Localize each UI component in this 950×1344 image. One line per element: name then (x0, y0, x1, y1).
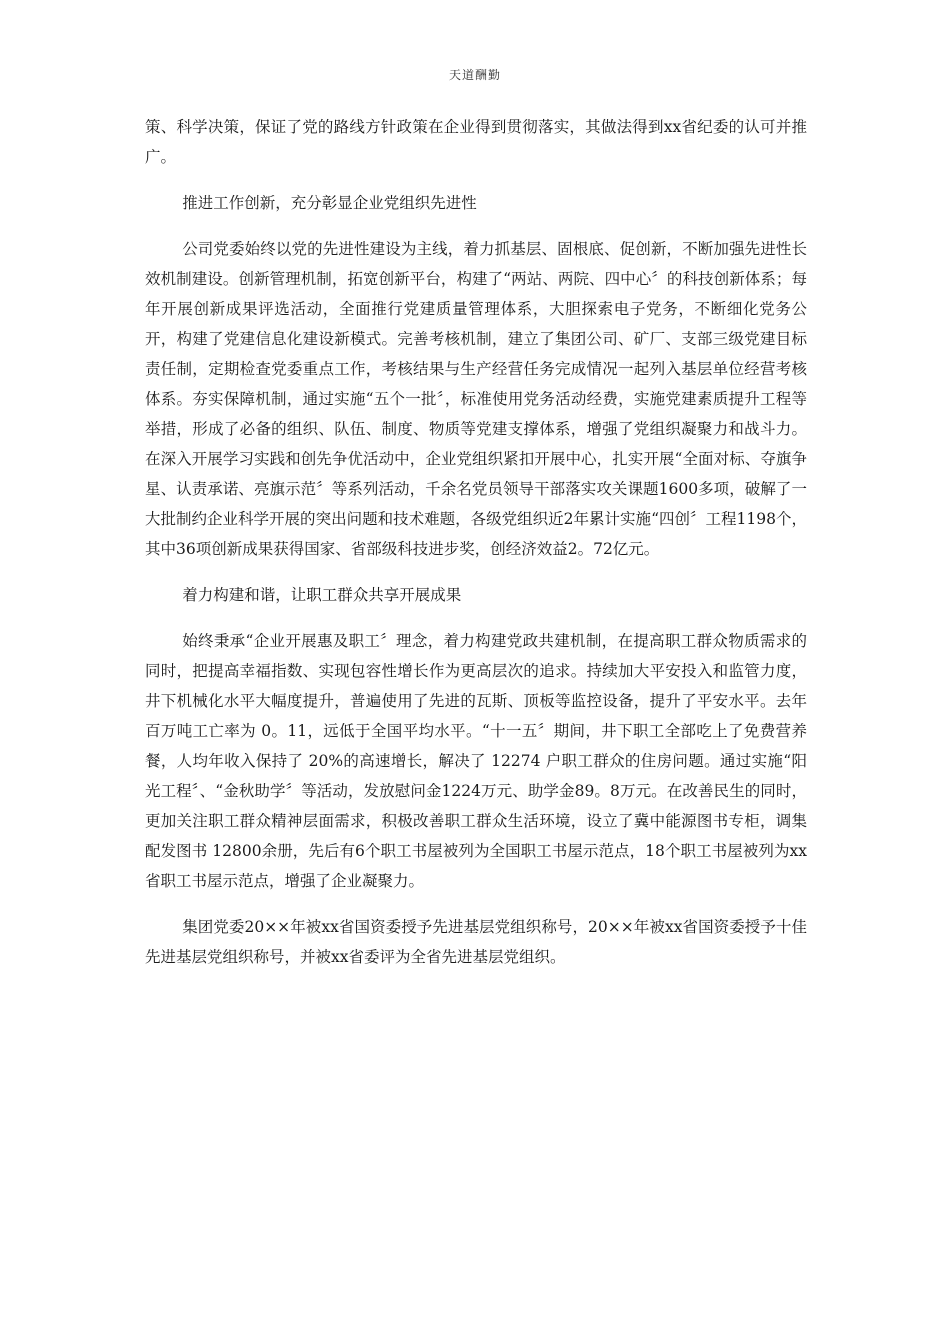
document-body (145, 112, 807, 972)
section-heading-innovation: 推进工作创新，充分彰显企业党组织先进性 (182, 194, 477, 212)
page-header: 天道酬勤 (448, 68, 501, 82)
section-body-harmony: 始终秉承“企业开展惠及职工〞理念，着力构建党政共建机制，在提高职工群众物质需求的同时，把提高幸福指数、实现包容性增长作为更高层次的追求。持续加大平安投入和监管力度，井下机械化水平大幅度提升，普遍使用了先进的瓦斯、顶板等监控设备，提升了平安水平。去年百万吨工亡率为 0。11，远低于全国平均水平。“十一五〞期间，井下职工全部吃上了免费营养餐，人均年收入保持了 20%的高速增长，解决了 12274 户职工群众的住房问题。通过实施“阳光工程〞、“金秋助学〞等活动，发放慰问金1224万元、助学金89。8万元。在改善民生的同时，更加关注职工群众精神层面需求，积极改善职工群众生活环境，设立了冀中能源图书专柜，调集配发图书 12800余册，先后有6个职工书屋被列为全国职工书屋示范点，18个职工书屋被列为xx省职工书屋示范点，增强了企业凝聚力。 (145, 632, 807, 890)
intro-continuation-paragraph: 策、科学决策，保证了党的路线方针政策在企业得到贯彻落实，其做法得到xx省纪委的认可并推广。 (145, 118, 807, 166)
section-heading-harmony: 着力构建和谐，让职工群众共享开展成果 (182, 586, 462, 604)
closing-paragraph: 集团党委20××年被xx省国资委授予先进基层党组织称号，20××年被xx省国资委授予十佳先进基层党组织称号，并被xx省委评为全省先进基层党组织。 (145, 918, 807, 966)
section-body-innovation: 公司党委始终以党的先进性建设为主线，着力抓基层、固根底、促创新，不断加强先进性长效机制建设。创新管理机制，拓宽创新平台，构建了“两站、两院、四中心〞的科技创新体系；每年开展创新成果评选活动，全面推行党建质量管理体系，大胆探索电子党务，不断细化党务公开，构建了党建信息化建设新模式。完善考核机制，建立了集团公司、矿厂、支部三级党建目标责任制，定期检查党委重点工作，考核结果与生产经营任务完成情况一起列入基层单位经营考核体系。夯实保障机制，通过实施“五个一批〞，标准使用党务活动经费，实施党建素质提升工程等举措，形成了必备的组织、队伍、制度、物质等党建支撑体系，增强了党组织凝聚力和战斗力。在深入开展学习实践和创先争优活动中，企业党组织紧扣开展中心，扎实开展“全面对标、夺旗争星、认责承诺、亮旗示范〞等系列活动，千余名党员领导干部落实攻关课题1600多项，破解了一大批制约企业科学开展的突出问题和技术难题，各级党组织近2年累计实施“四创〞工程1198个，其中36项创新成果获得国家、省部级科技进步奖，创经济效益2。72亿元。 (145, 240, 807, 558)
